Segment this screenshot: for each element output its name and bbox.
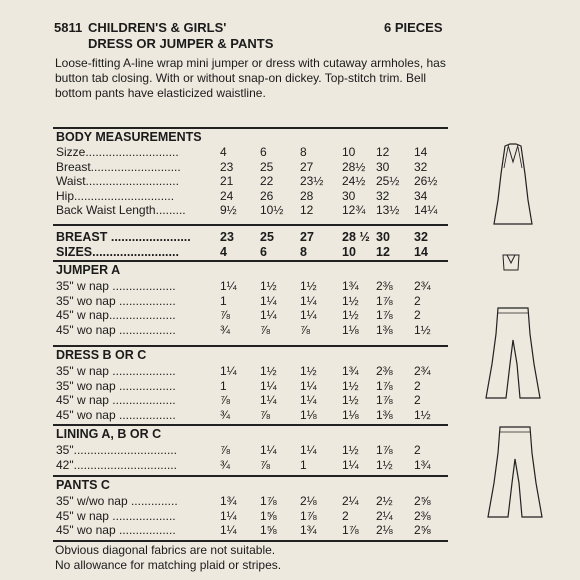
row-value: 1⅜ [376,407,393,422]
row-label: BREAST ....................... [56,230,191,244]
row-value: 12 [376,145,390,159]
row-value: ¾ [220,322,231,337]
yardage-section-title: DRESS B OR C [56,348,147,362]
row-value: 1⅞ [376,443,393,457]
row-value: 1⅞ [300,508,317,523]
row-value: 12 [376,244,390,259]
row-value: 1¾ [414,457,431,472]
row-value: 1½ [260,364,277,378]
row-value: 34 [414,188,428,203]
row-value: 1½ [342,378,359,393]
row-value: 28 [300,188,314,203]
row-label: 35" w nap ................... [56,364,176,378]
row-value: ⅞ [260,407,271,422]
row-value: 1½ [342,308,359,322]
jumper-sketch [488,140,538,228]
row-value: 24½ [342,174,366,188]
row-label: 45" w nap ................... [56,508,176,523]
row-value: 2¼ [342,494,359,508]
section-rule [53,224,448,226]
row-label: 45" w nap ................... [56,393,176,407]
row-value: 1⅜ [376,322,393,337]
row-value: 2¼ [376,508,393,523]
row-value: 2⅜ [376,279,393,293]
row-value: 1½ [260,279,277,293]
row-value: 1½ [342,393,359,407]
row-value: ⅞ [220,443,231,457]
row-value: 1 [300,457,307,472]
row-value: 1 [220,378,227,393]
row-value: 1⅞ [376,393,393,407]
row-label: 35"............................... [56,443,177,457]
row-value: 1¼ [220,279,237,293]
row-value: 10½ [260,203,284,217]
row-value: 27 [300,159,314,174]
body-measurements-title: BODY MEASUREMENTS [56,130,202,144]
row-value: 2⅝ [414,523,431,537]
row-value: 4 [220,244,227,259]
row-value: 2¾ [414,364,431,378]
row-value: 1¼ [260,308,277,322]
row-label: Waist............................ [56,174,179,188]
row-value: 22 [260,174,274,188]
row-value: 1½ [414,407,431,422]
row-value: 1½ [342,443,359,457]
pattern-title-line2: DRESS OR JUMPER & PANTS [88,36,274,51]
row-label: Back Waist Length......... [56,203,186,217]
row-value: 2⅛ [300,494,317,508]
pattern-description: Loose-fitting A-line wrap mini jumper or dress with cutaway armholes, has button tab closing. With or without snap-on dickey. Top-stitch trim. Bell bottom pants have elasticized waistline. [55,56,446,100]
row-value: 1¾ [342,364,359,378]
row-value: ⅞ [300,322,311,337]
row-value: ¾ [220,407,231,422]
row-value: 2 [414,308,421,322]
row-value: 12 [300,203,314,217]
row-value: 23 [220,230,234,244]
note-line: No allowance for matching plaid or stripes. [55,558,282,572]
row-value: 26½ [414,174,438,188]
row-value: 32 [414,159,428,174]
section-rule [53,540,448,542]
row-value: 1¼ [300,308,317,322]
row-value: 1⅛ [342,322,359,337]
row-label: 45" wo nap ................. [56,322,176,337]
row-value: 14 [414,145,428,159]
row-value: 2⅜ [376,364,393,378]
row-label: Hip.............................. [56,188,175,203]
row-label: 42"............................... [56,457,177,472]
row-value: 1⅛ [300,407,317,422]
row-value: 1⅞ [342,523,359,537]
row-value: 2 [414,393,421,407]
row-value: 12¾ [342,203,366,217]
pattern-title-line1: CHILDREN'S & GIRLS' [88,20,227,35]
row-value: 1⅛ [342,407,359,422]
row-value: ⅞ [260,457,271,472]
row-value: 1½ [342,293,359,308]
row-value: 2⅛ [376,523,393,537]
section-rule [53,260,448,262]
row-value: 27 [300,230,314,244]
row-value: 1¼ [300,378,317,393]
row-label: 45" w nap.................... [56,308,176,322]
dickey-sketch [500,252,522,274]
row-label: SIZES......................... [56,244,179,259]
row-label: 45" wo nap ................. [56,523,176,537]
pants-sketch-1 [484,304,542,402]
row-value: 2⅝ [414,494,431,508]
pants-sketch-2 [486,423,544,521]
row-value: 1½ [300,364,317,378]
row-value: 1⅞ [376,293,393,308]
row-value: 1⅞ [376,308,393,322]
row-value: 10 [342,145,356,159]
row-value: 23 [220,159,234,174]
row-value: 1¼ [260,393,277,407]
row-value: 25 [260,159,274,174]
row-label: Breast........................... [56,159,181,174]
row-label: 35" w nap ................... [56,279,176,293]
row-value: ¾ [220,457,231,472]
row-value: 2⅜ [414,508,431,523]
row-value: 30 [376,230,390,244]
row-value: 13½ [376,203,400,217]
row-value: 2 [342,508,349,523]
section-rule [53,424,448,426]
row-value: 8 [300,145,307,159]
row-value: 2 [414,443,421,457]
note-line: Obvious diagonal fabrics are not suitable. [55,543,276,557]
row-value: 1⅝ [260,523,277,537]
row-label: 35" wo nap ................. [56,293,176,308]
row-value: 32 [414,230,428,244]
row-value: 25 [260,230,274,244]
row-value: 2 [414,378,421,393]
pattern-number: 5811 [54,20,83,35]
row-value: ⅞ [260,322,271,337]
row-value: 1¾ [220,494,237,508]
row-value: 8 [300,244,307,259]
row-value: 2½ [376,494,393,508]
row-value: 1¾ [300,523,317,537]
row-value: 21 [220,174,234,188]
row-value: 25½ [376,174,400,188]
pieces-count: 6 PIECES [384,20,443,35]
row-value: 1¼ [300,293,317,308]
section-rule [53,345,448,347]
row-value: 30 [342,188,356,203]
row-value: 32 [376,188,390,203]
row-value: 2¾ [414,279,431,293]
yardage-section-title: PANTS C [56,478,110,492]
row-value: 1¼ [260,293,277,308]
row-value: 9½ [220,203,237,217]
row-value: 4 [220,145,227,159]
row-label: 35" w/wo nap .............. [56,494,178,508]
row-value: 1¼ [260,378,277,393]
row-value: 1⅝ [260,508,277,523]
row-value: 1¼ [220,508,237,523]
row-value: 14¼ [414,203,438,217]
row-value: 1⅞ [260,494,277,508]
yardage-section-title: JUMPER A [56,263,121,277]
row-value: 1¼ [300,443,317,457]
row-value: 1¼ [220,364,237,378]
row-label: 35" wo nap ................. [56,378,176,393]
row-value: 26 [260,188,274,203]
row-value: 23½ [300,174,324,188]
row-value: 28½ [342,159,366,174]
yardage-section-title: LINING A, B OR C [56,427,162,441]
row-label: Sizze............................ [56,145,179,159]
row-value: 6 [260,244,267,259]
section-rule [53,475,448,477]
row-value: 1½ [300,279,317,293]
row-value: 1½ [414,322,431,337]
row-value: 1½ [376,457,393,472]
row-value: 1¼ [220,523,237,537]
row-value: 30 [376,159,390,174]
section-rule [53,127,448,129]
row-value: 24 [220,188,234,203]
row-value: 10 [342,244,356,259]
row-value: ⅞ [220,393,231,407]
row-value: 6 [260,145,267,159]
row-value: 14 [414,244,428,259]
row-value: 2 [414,293,421,308]
row-value: 1¼ [342,457,359,472]
row-value: 1⅞ [376,378,393,393]
row-value: ⅞ [220,308,231,322]
row-value: 1¼ [260,443,277,457]
row-value: 1¾ [342,279,359,293]
row-value: 28 ½ [342,230,370,244]
row-label: 45" wo nap ................. [56,407,176,422]
row-value: 1 [220,293,227,308]
row-value: 1¼ [300,393,317,407]
